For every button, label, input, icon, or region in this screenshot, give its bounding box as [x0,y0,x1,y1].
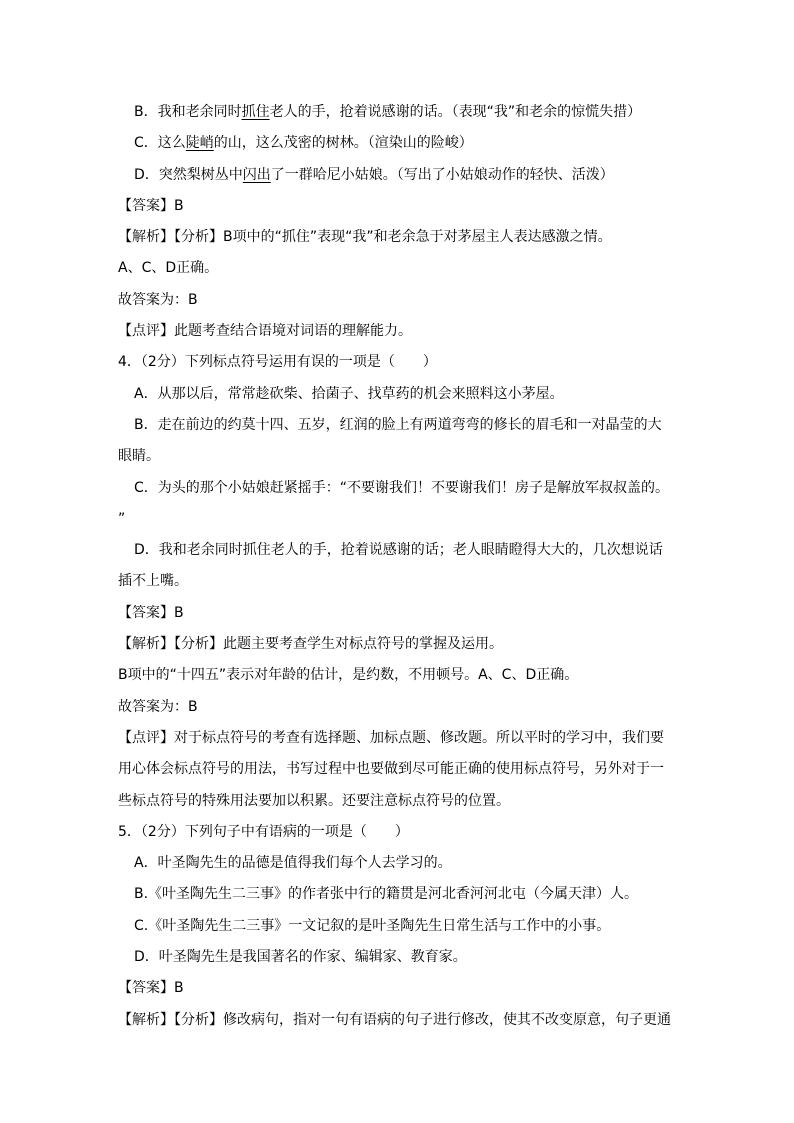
q3-option-d: D．突然梨树丛中闪出了一群哈尼小姑娘。（写出了小姑娘动作的轻快、活泼） [134,166,614,183]
q5-analysis-line: 【解析】【分析】修改病句，指对一句有语病的句子进行修改，使其不改变原意，句子更通 [118,1011,671,1028]
q5-option-c: C.《叶圣陶先生二三事》一文记叙的是叶圣陶先生日常生活与工作中的小事。 [134,917,611,934]
q4-option-line: ” [118,510,126,527]
q5-answer: 【答案】B [118,980,184,997]
q3-analysis-line: A、C、D正确。 [118,260,219,277]
q3-analysis-line: 故答案为：B [118,291,198,308]
q4-analysis-line: B项中的“十四五”表示对年龄的估计，是约数，不用顿号。A、C、D正确。 [118,667,579,684]
q5-option-b: B.《叶圣陶先生二三事》的作者张中行的籍贯是河北香河河北屯（今属天津）人。 [134,886,639,903]
q4-option-line: D．我和老余同时抓住老人的手，抢着说感谢的话；老人眼睛瞪得大大的，几次想说话 [134,542,663,559]
q3-analysis-line: 【解析】【分析】B项中的“抓住”表现“我”和老余急于对茅屋主人表达感激之情。 [118,229,612,246]
q4-option-line: 插不上嘴。 [118,573,188,590]
q4-option-line: B．走在前边的约莫十四、五岁，红润的脸上有两道弯弯的修长的眉毛和一对晶莹的大 [134,416,662,433]
q5-option-a: A．叶圣陶先生的品德是值得我们每个人去学习的。 [134,855,452,872]
q5-stem: 5．（2分）下列句子中有语病的一项是（ ） [118,823,409,840]
q4-option-line: A．从那以后，常常趁砍柴、拾菌子、找草药的机会来照料这小茅屋。 [134,385,564,402]
underlined-word: 闪出 [242,166,271,183]
q3-option-c: C．这么陡峭的山，这么茂密的树林。（渲染山的险峻） [134,135,473,152]
q3-answer: 【答案】B [118,197,184,214]
q4-comment-line: 些标点符号的特殊用法要加以积累。还要注意标点符号的位置。 [118,792,510,809]
q4-option-line: C．为头的那个小姑娘赶紧摇手：“不要谢我们！不要谢我们！房子是解放军叔叔盖的。 [134,479,670,496]
q3-comment: 【点评】此题考查结合语境对词语的理解能力。 [118,323,412,340]
q4-option-line: 眼睛。 [118,448,160,465]
q4-analysis-line: 故答案为：B [118,698,198,715]
underlined-word: 陡峭 [185,135,214,152]
q4-answer: 【答案】B [118,604,184,621]
q4-analysis-line: 【解析】【分析】此题主要考查学生对标点符号的掌握及运用。 [118,636,503,653]
q4-comment-line: 用心体会标点符号的用法，书写过程中也要做到尽可能正确的使用标点符号，另外对于一 [118,761,664,778]
q4-stem: 4．（2分）下列标点符号运用有误的一项是（ ） [118,354,437,371]
q5-option-d: D．叶圣陶先生是我国著名的作家、编辑家、教育家。 [134,949,467,966]
document-page [118,97,678,1036]
q4-comment-line: 【点评】对于标点符号的考查有选择题、加标点题、修改题。所以平时的学习中，我们要 [118,729,664,746]
q3-option-b: B．我和老余同时抓住老人的手，抢着说感谢的话。（表现“我”和老余的惊慌失措） [134,104,642,120]
underlined-word: 抓住 [241,104,270,120]
